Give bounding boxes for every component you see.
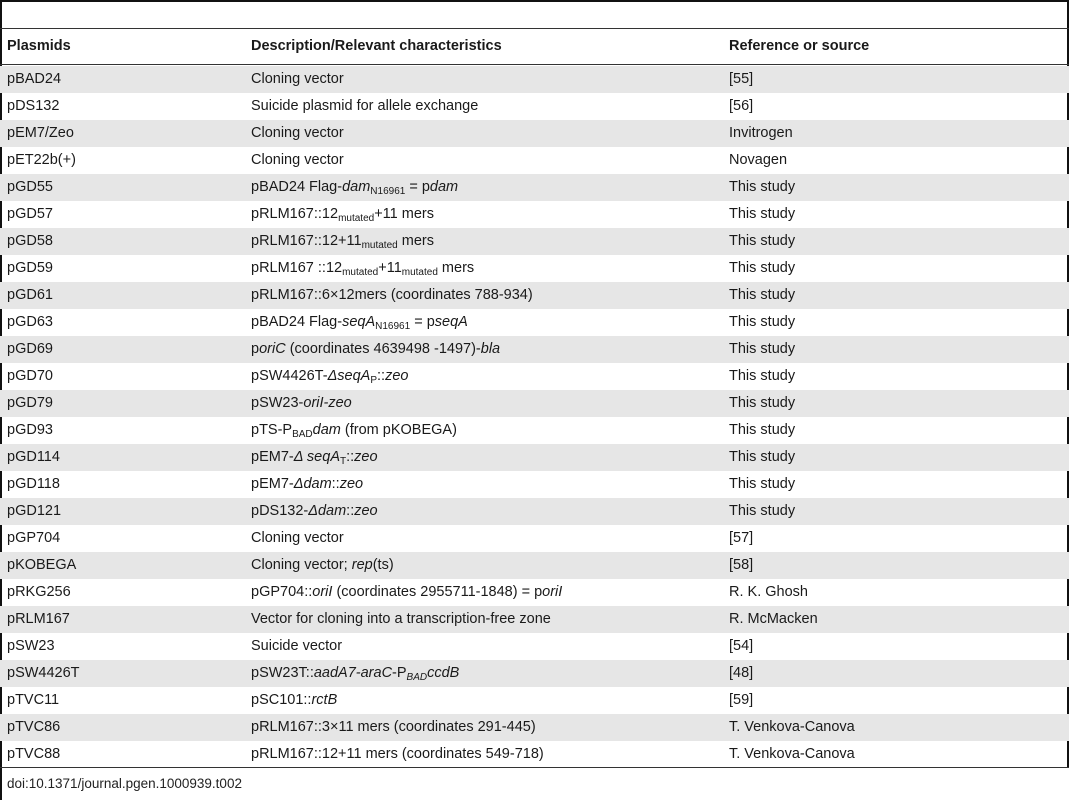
reference-cell: This study xyxy=(729,341,796,357)
column-header-plasmids: Plasmids xyxy=(7,38,71,54)
plasmid-cell: pGD57 xyxy=(7,206,53,222)
table-row xyxy=(0,660,1069,687)
reference-cell: This study xyxy=(729,287,796,303)
plasmid-cell: pGD118 xyxy=(7,476,60,492)
plasmid-cell: pGD59 xyxy=(7,260,53,276)
description-cell: Cloning vector xyxy=(251,125,344,141)
table-row xyxy=(0,498,1069,525)
reference-cell: This study xyxy=(729,422,796,438)
plasmid-cell: pEM7/Zeo xyxy=(7,125,74,141)
table-row xyxy=(0,174,1069,201)
plasmid-cell: pGD55 xyxy=(7,179,53,195)
plasmid-cell: pTVC86 xyxy=(7,719,61,735)
plasmid-cell: pGD61 xyxy=(7,287,53,303)
reference-cell: Novagen xyxy=(729,152,788,168)
description-cell: pBAD24 Flag-dam$_{N16961}$ = pdam xyxy=(251,179,459,197)
reference-cell: [58] xyxy=(729,557,754,573)
table-row xyxy=(0,552,1069,579)
reference-cell: This study xyxy=(729,233,796,249)
plasmid-cell: pGD114 xyxy=(7,449,60,465)
plasmid-cell: pET22b(+) xyxy=(7,152,76,168)
plasmid-cell: pSW23 xyxy=(7,638,55,654)
table-row xyxy=(0,309,1069,336)
table-row xyxy=(0,687,1069,714)
description-cell: pGP704::oriI (coordinates 2955711-1848) = poriI xyxy=(251,584,563,600)
plasmid-cell: pGD69 xyxy=(7,341,53,357)
description-cell: $pRLM167::12+11_{mutated}$ mers xyxy=(251,233,434,251)
description-cell: Cloning vector xyxy=(251,530,344,546)
table-doi-caption[interactable]: doi:10.1371/journal.pgen.1000939.t002 xyxy=(7,776,242,791)
description-cell: poriC (coordinates 4639498 -1497)-bla xyxy=(251,341,501,357)
table-row xyxy=(0,741,1069,768)
reference-cell: Invitrogen xyxy=(729,125,793,141)
reference-cell: T. Venkova-Canova xyxy=(729,719,855,735)
reference-cell: [59] xyxy=(729,692,754,708)
description-cell: pEM7-Δ seqA$_T$::zeo xyxy=(251,449,378,467)
description-cell: pBAD24 Flag-seqA$_{N16961}$ = pseqA xyxy=(251,314,468,332)
table-row xyxy=(0,336,1069,363)
description-cell: Suicide vector xyxy=(251,638,343,654)
description-cell: Cloning vector xyxy=(251,71,344,87)
plasmid-cell: pRKG256 xyxy=(7,584,71,600)
table-row xyxy=(0,282,1069,309)
table-row xyxy=(0,120,1069,147)
reference-cell: [56] xyxy=(729,98,754,114)
table-row xyxy=(0,633,1069,660)
reference-cell: This study xyxy=(729,449,796,465)
table-row xyxy=(0,255,1069,282)
top-border xyxy=(0,0,1069,2)
plasmid-cell: pGD79 xyxy=(7,395,53,411)
reference-cell: This study xyxy=(729,368,796,384)
plasmid-cell: pGD70 xyxy=(7,368,53,384)
reference-cell: This study xyxy=(729,260,796,276)
plasmid-cell: pTVC11 xyxy=(7,692,60,708)
table-row xyxy=(0,390,1069,417)
table-row xyxy=(0,228,1069,255)
description-cell: pRLM167::12+11 mers (coordinates 549-718) xyxy=(251,746,544,762)
plasmid-cell: pKOBEGA xyxy=(7,557,77,573)
description-cell: $pRLM167::12_{mutated}+11$ mers xyxy=(251,206,434,224)
reference-cell: This study xyxy=(729,503,796,519)
table-row xyxy=(0,444,1069,471)
reference-cell: R. McMacken xyxy=(729,611,818,627)
description-cell: pTS-$P_{BAD}dam$ (from pKOBEGA) xyxy=(251,422,457,440)
table-row xyxy=(0,201,1069,228)
table-row xyxy=(0,606,1069,633)
reference-cell: This study xyxy=(729,179,796,195)
plasmid-table xyxy=(0,66,1069,768)
table-row xyxy=(0,471,1069,498)
reference-cell: R. K. Ghosh xyxy=(729,584,808,600)
description-cell: $pSW23T::aadA7-araC-P_{BAD}ccdB$ xyxy=(251,665,460,683)
header-bottom-rule xyxy=(0,64,1069,65)
table-row xyxy=(0,579,1069,606)
reference-cell: [57] xyxy=(729,530,754,546)
reference-cell: T. Venkova-Canova xyxy=(729,746,855,762)
plasmid-cell: pTVC88 xyxy=(7,746,61,762)
description-cell: Vector for cloning into a transcription-free zone xyxy=(251,611,551,627)
reference-cell: This study xyxy=(729,314,796,330)
plasmid-cell: pDS132 xyxy=(7,98,60,114)
description-cell: Suicide plasmid for allele exchange xyxy=(251,98,479,114)
reference-cell: This study xyxy=(729,476,796,492)
reference-cell: [48] xyxy=(729,665,754,681)
plasmid-cell: pGD58 xyxy=(7,233,53,249)
description-cell: pEM7-Δdam::zeo xyxy=(251,476,364,492)
table-row xyxy=(0,93,1069,120)
table-row xyxy=(0,147,1069,174)
plasmid-cell: pGP704 xyxy=(7,530,61,546)
description-cell: pSW23-oriI-zeo xyxy=(251,395,352,411)
table-row xyxy=(0,525,1069,552)
table-row xyxy=(0,363,1069,390)
plasmid-cell: pGD121 xyxy=(7,503,62,519)
description-cell: pSC101::rctB xyxy=(251,692,338,708)
description-cell: pRLM167 $::12_{mutated}+11_{mutated}$ mers xyxy=(251,260,475,278)
reference-cell: This study xyxy=(729,206,796,222)
column-header-description: Description/Relevant characteristics xyxy=(251,38,502,54)
table-row xyxy=(0,66,1069,93)
plasmid-cell: pRLM167 xyxy=(7,611,70,627)
description-cell: Cloning vector xyxy=(251,152,344,168)
description-cell: pRLM167::3×11 mers (coordinates 291-445) xyxy=(251,719,536,735)
reference-cell: [55] xyxy=(729,71,754,87)
description-cell: pRLM167::6×12mers (coordinates 788-934) xyxy=(251,287,533,303)
plasmid-cell: pBAD24 xyxy=(7,71,62,87)
description-cell: Cloning vector; rep(ts) xyxy=(251,557,394,573)
table-header xyxy=(0,29,1069,64)
plasmid-cell: pGD63 xyxy=(7,314,53,330)
description-cell: pSW4426T-ΔseqA$_P$::zeo xyxy=(251,368,409,386)
reference-cell: [54] xyxy=(729,638,754,654)
table-bottom-rule xyxy=(0,767,1069,768)
description-cell: pDS132-Δdam::zeo xyxy=(251,503,378,519)
table-row xyxy=(0,417,1069,444)
table-row xyxy=(0,714,1069,741)
plasmid-cell: pSW4426T xyxy=(7,665,80,681)
reference-cell: This study xyxy=(729,395,796,411)
column-header-reference: Reference or source xyxy=(729,38,870,54)
plasmid-cell: pGD93 xyxy=(7,422,53,438)
